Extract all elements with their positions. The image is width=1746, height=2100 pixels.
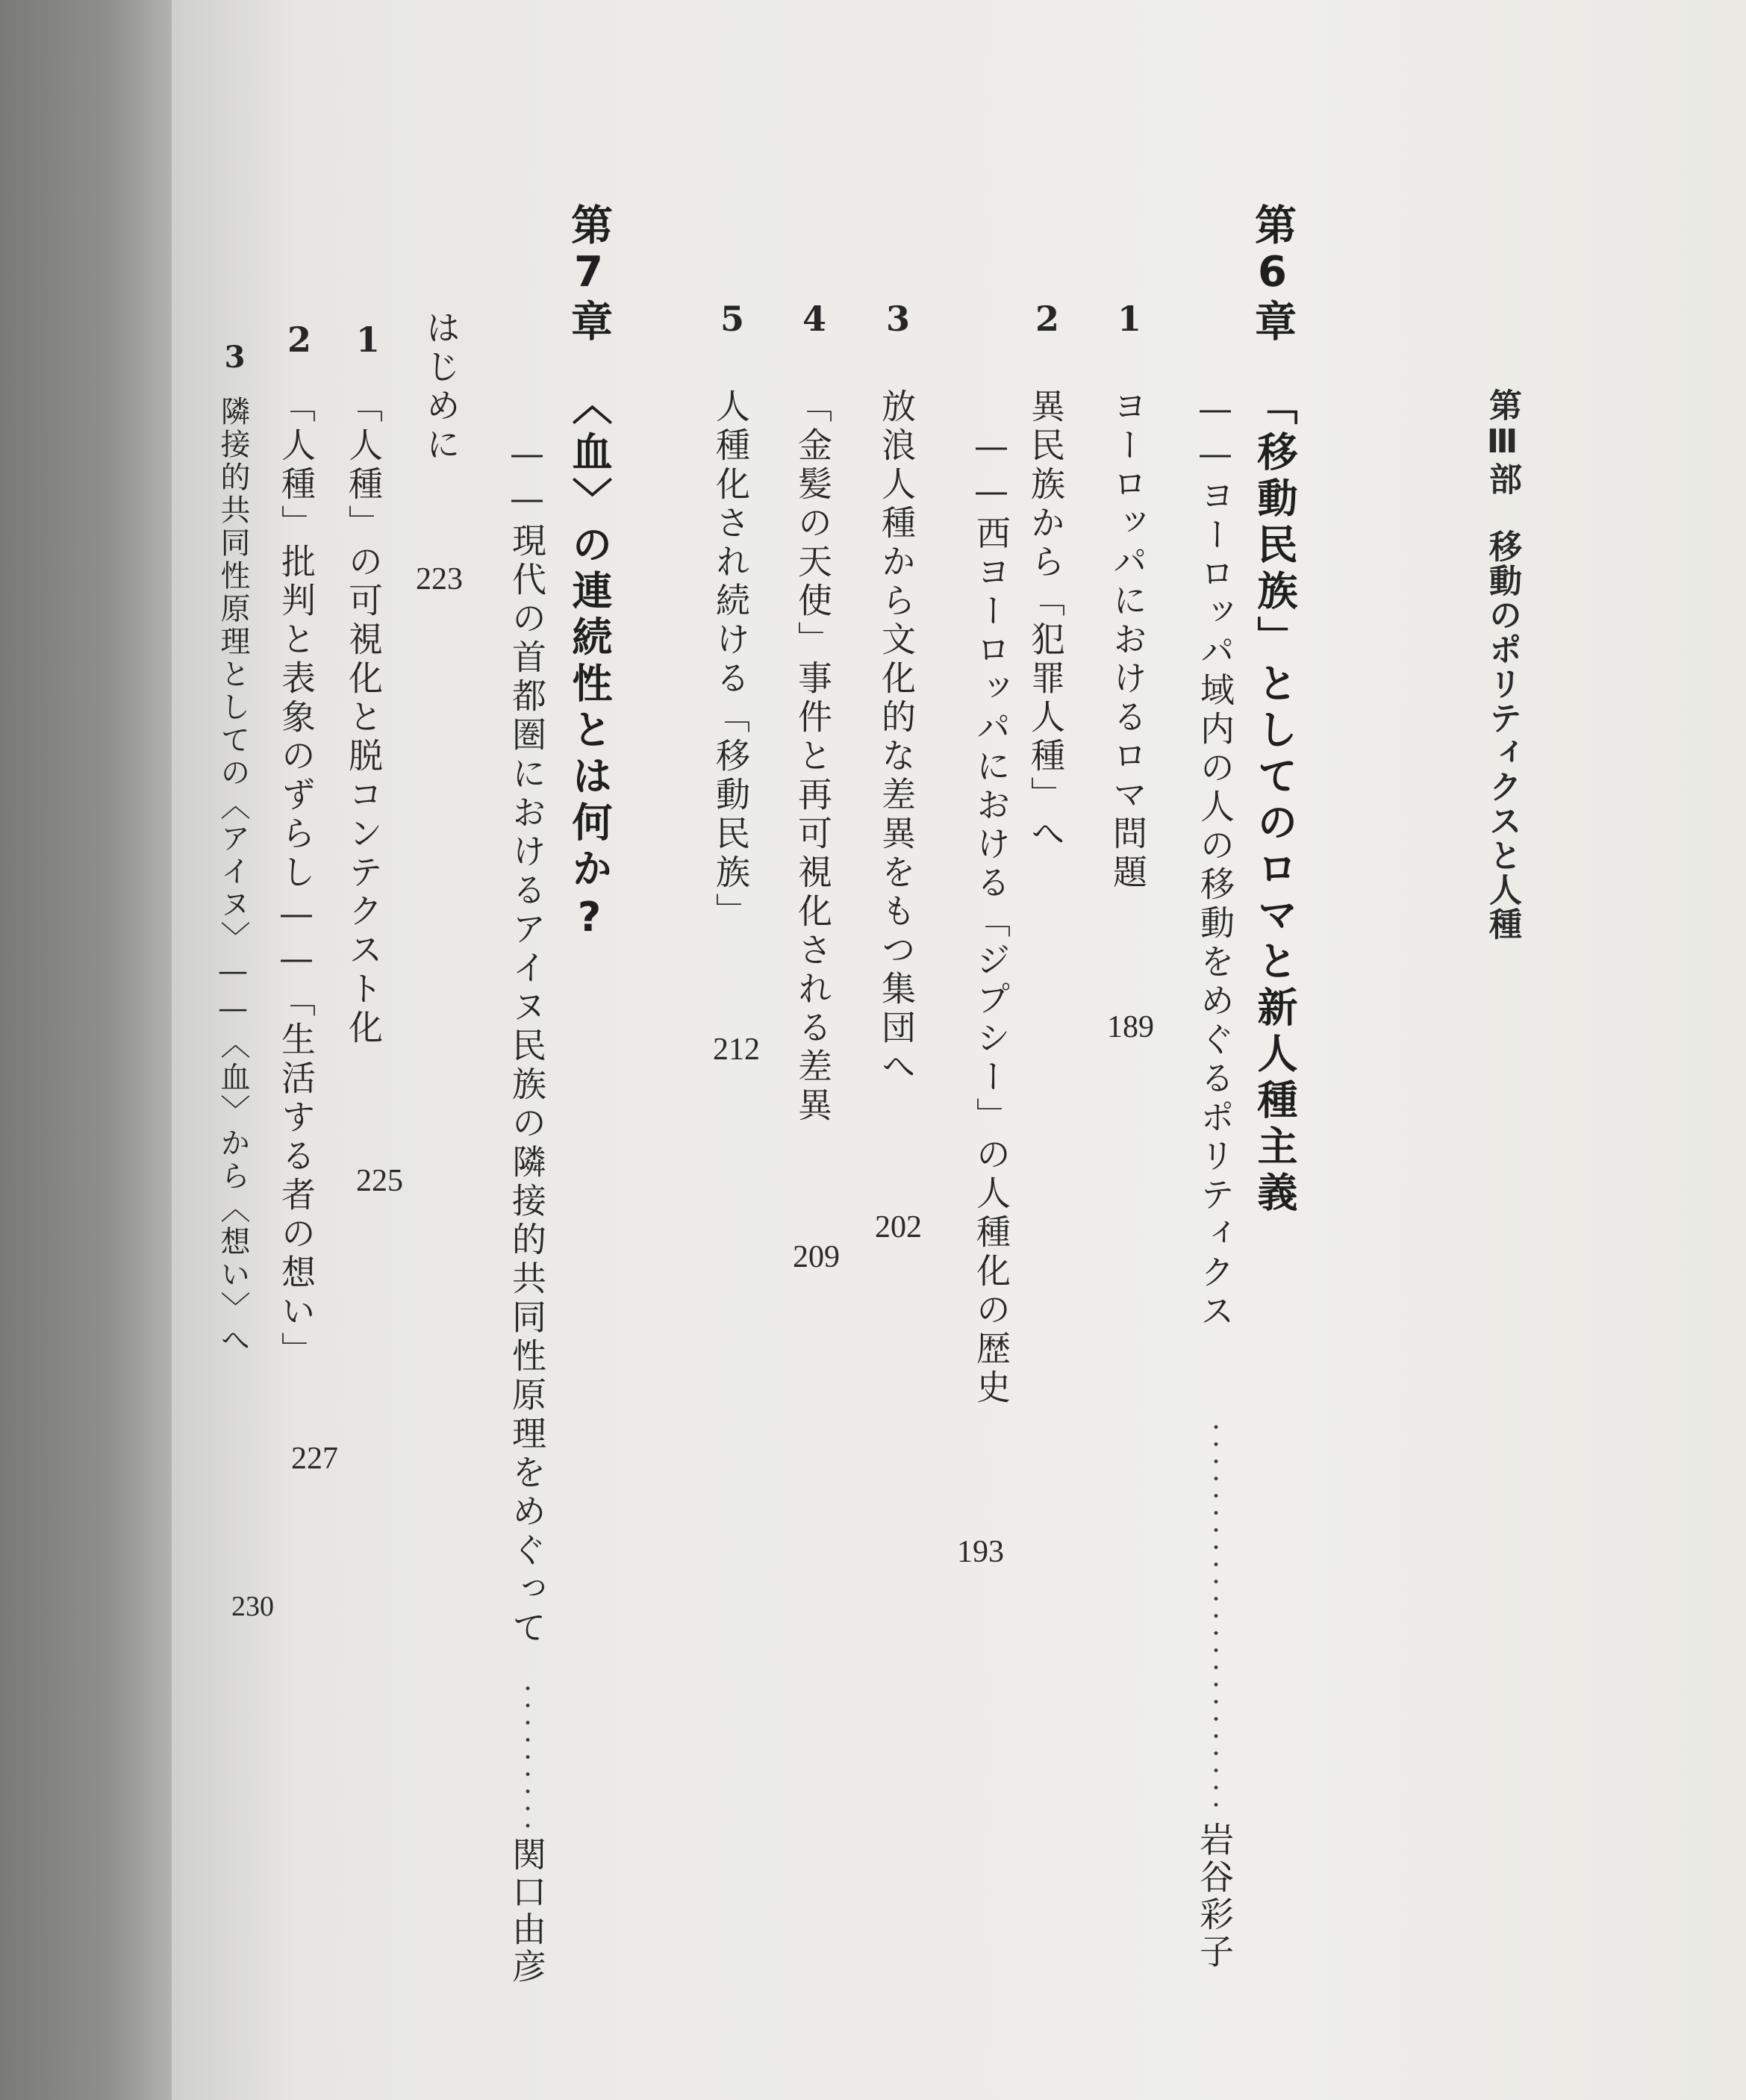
chapter6-leader-dots [1213,1418,1219,1814]
ch7-intro-title: はじめに [421,310,461,465]
ch6-section-3-number: 3 [878,299,918,339]
ch7-section-3-number: 3 [217,340,252,378]
ch7-section-2-title: 「人種」批判と表象のずらし——「生活する者の想い」 [276,388,317,1371]
chapter7-author: 関口由彦 [507,1836,547,1986]
chapter6-author: 岩谷彩子 [1194,1822,1235,1971]
ch6-section-4-page: 209 [793,1240,840,1274]
book-page [172,0,1746,2100]
part-title: 移動のポリティクスと人種 [1483,529,1521,941]
chapter7-title: 〈血〉の連続性とは何か? [566,384,613,947]
ch7-section-3-title: 隣接的共同性原理としての〈アイヌ〉——〈血〉から〈想い〉へ [216,396,250,1357]
ch6-section-2-page: 193 [957,1535,1004,1569]
ch7-section-2-number: 2 [279,320,319,360]
ch6-section-2-title: 異民族から「犯罪人種」へ [1026,388,1066,854]
chapter7-leader-dots [525,1680,531,1829]
chapter7-label: 第7章 [564,203,613,344]
ch6-section-5-title: 人種化され続ける「移動民族」 [711,388,751,932]
ch6-section-1-title: ヨーロッパにおけるロマ問題 [1108,388,1148,893]
chapter6-label: 第6章 [1248,203,1297,344]
ch7-section-3-page: 230 [231,1591,274,1622]
ch7-section-1-number: 1 [348,320,388,360]
part-label: 第Ⅲ部 [1483,388,1521,496]
chapter6-subtitle: ——ヨーロッパ域内の人の移動をめぐるポリティクス [1195,388,1235,1332]
ch6-section-1-page: 189 [1107,1010,1154,1044]
ch6-section-3-title: 放浪人種から文化的な差異をもつ集団へ [876,388,917,1087]
ch7-section-1-title: 「人種」の可視化と脱コンテクスト化 [343,388,384,1048]
ch6-section-2-subtitle: ——西ヨーロッパにおける「ジプシー」の人種化の歴史 [971,426,1011,1408]
chapter7-subtitle: ——現代の首都圏におけるアイヌ民族の隣接的共同性原理をめぐって [507,433,547,1648]
ch7-section-2-page: 227 [291,1442,338,1476]
ch6-section-5-number: 5 [712,299,752,339]
ch6-section-3-page: 202 [875,1210,922,1244]
ch7-intro-page: 223 [416,562,463,596]
page-gutter [0,0,183,2100]
ch6-section-4-number: 4 [794,299,835,339]
ch6-section-2-number: 2 [1027,299,1067,339]
part-heading [1483,388,1521,941]
chapter6-title: 「移動民族」としてのロマと新人種主義 [1251,384,1298,1218]
ch7-section-1-page: 225 [356,1164,403,1198]
ch6-section-4-title: 「金髪の天使」事件と再可視化される差異 [793,388,833,1126]
ch6-section-5-page: 212 [713,1032,760,1067]
ch6-section-1-number: 1 [1109,299,1150,339]
